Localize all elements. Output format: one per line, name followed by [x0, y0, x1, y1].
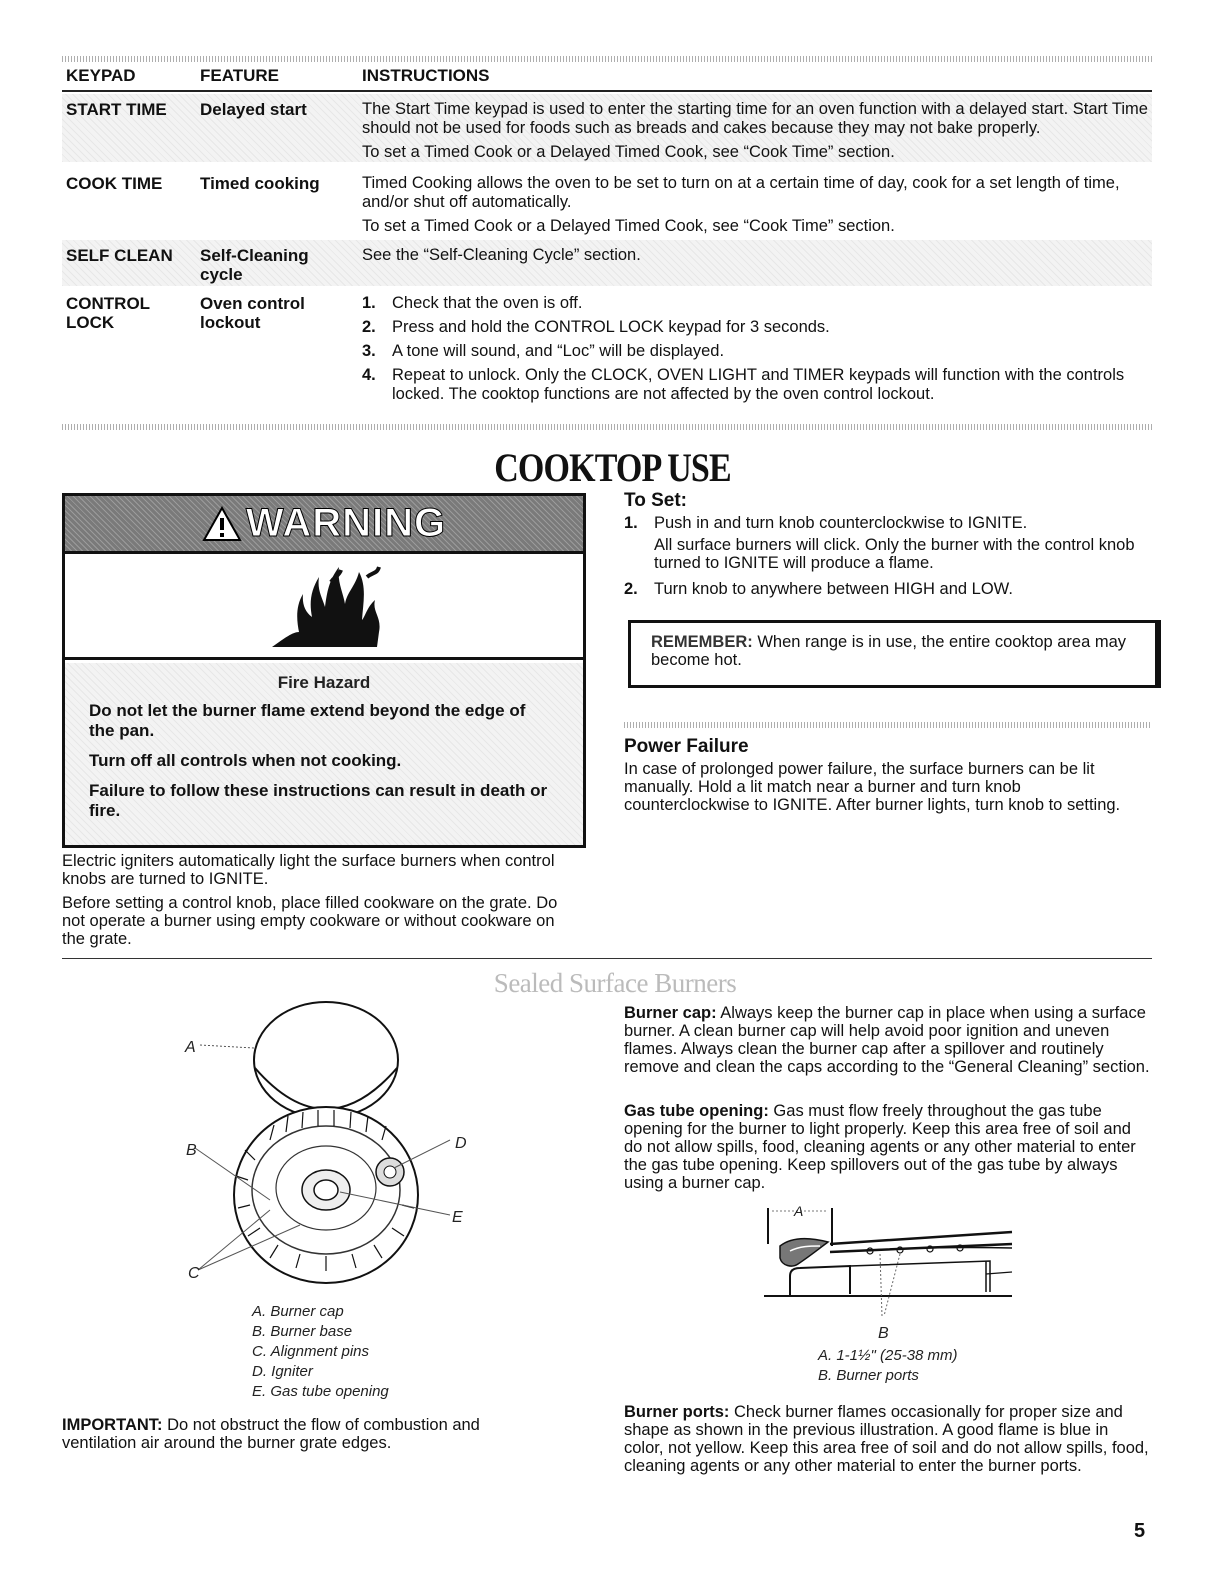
diagram-letter-b: B	[186, 1142, 197, 1159]
warning-body	[65, 663, 583, 845]
warning-line-2: Turn off all controls when not cooking.	[89, 751, 402, 770]
keypad-control-lock: CONTROL LOCK	[66, 294, 150, 332]
hazard-label: Fire Hazard	[277, 673, 371, 692]
keypad-start-time: START TIME	[66, 100, 167, 119]
header-instructions: INSTRUCTIONS	[362, 66, 490, 85]
burner-cap-paragraph	[624, 1004, 1150, 1076]
warning-box	[62, 493, 586, 848]
cooktop-intro	[62, 852, 582, 954]
section-title-cooktop-use: COOKTOP USE	[494, 445, 731, 490]
keypad-cook-time: COOK TIME	[66, 174, 163, 193]
caption-b: B. Burner base	[252, 1323, 353, 1340]
to-set-section	[624, 492, 1144, 598]
feature-self-cleaning: Self-Cleaning cycle	[200, 246, 309, 284]
remember-text: When range is in use, the entire cooktop area may become hot.	[651, 633, 1127, 669]
burner-port-diagram	[750, 1196, 1020, 1346]
burner-ports-paragraph	[624, 1403, 1150, 1475]
caption-d: D. Igniter	[252, 1363, 313, 1380]
control-lock-steps	[362, 294, 1152, 404]
diagram-letter-d: D	[455, 1135, 467, 1152]
port-letter-b: B	[878, 1325, 889, 1342]
instructions-start-time-1: The Start Time keypad is used to enter the starting time for an oven function with a delayed start. Start Time should not be used for foods such as breads and cakes because they may not bake properly.	[362, 100, 1148, 137]
to-set-step-2: Turn knob to anywhere between HIGH and LOW.	[654, 580, 1013, 598]
table-row-self-clean	[62, 240, 1152, 286]
table-row-start-time	[62, 94, 1152, 162]
caption-a: A. Burner cap	[252, 1303, 344, 1320]
list-item: 2. Press and hold the CONTROL LOCK keypad for 3 seconds.	[362, 318, 830, 336]
intro-paragraph-1: Electric igniters automatically light the surface burners when control knobs are turned to IGNITE.	[62, 852, 555, 888]
instructions-cook-time-2: To set a Timed Cook or a Delayed Timed Cook, see “Cook Time” section.	[362, 217, 895, 235]
important-note	[62, 1416, 542, 1452]
list-item: 3. A tone will sound, and “Loc” will be displayed.	[362, 342, 725, 360]
warning-triangle-icon	[202, 506, 242, 542]
burner-diagram-captions	[252, 1302, 472, 1402]
to-set-heading: To Set:	[624, 490, 687, 511]
burner-port-captions	[818, 1346, 1018, 1386]
port-caption-a: A. 1-1½" (25-38 mm)	[818, 1347, 958, 1364]
gas-tube-text: Gas must flow freely throughout the gas tube opening for the burner to light properly. Keep this area free of soil and do not allow spills, food, cleaning agents or any other material to enter the gas tube opening. Keep spillovers out of the gas tube by always using a burner cap.	[624, 1102, 1136, 1192]
power-failure-section	[624, 738, 1134, 814]
keypad-self-clean: SELF CLEAN	[66, 246, 173, 265]
list-item: 1. Check that the oven is off.	[362, 294, 583, 312]
list-item: 4. Repeat to unlock. Only the CLOCK, OVEN LIGHT and TIMER keypads will function with the controls locked. The cooktop functions are not affected by the oven control lockout.	[362, 366, 1125, 403]
gas-tube-label: Gas tube opening:	[624, 1102, 769, 1120]
warning-title: WARNING	[245, 501, 447, 545]
caption-c: C. Alignment pins	[252, 1343, 369, 1360]
burner-ports-label: Burner ports:	[624, 1403, 730, 1421]
feature-timed-cooking: Timed cooking	[200, 174, 320, 193]
burner-cap-text: Always keep the burner cap in place when using a surface burner. A clean burner cap will help avoid poor ignition and uneven flames. Always clean the burner cap after a spillover and routinely remove and clean the caps according to the “General Cleaning” section.	[624, 1004, 1150, 1076]
caption-e: E. Gas tube opening	[252, 1383, 389, 1400]
burner-diagram	[150, 1000, 510, 1300]
to-set-step-1-number: 1.	[624, 514, 638, 532]
diagram-letter-c: C	[188, 1265, 200, 1282]
power-failure-rule	[624, 722, 1152, 728]
section-divider	[62, 958, 1152, 959]
warning-line-1: Do not let the burner flame extend beyond the edge of the pan.	[89, 701, 526, 740]
section-title-sealed-burners: Sealed Surface Burners	[493, 968, 737, 998]
to-set-step-2-number: 2.	[624, 580, 638, 598]
port-caption-b: B. Burner ports	[818, 1367, 919, 1384]
fire-icon	[267, 562, 387, 652]
burner-port-illustration	[750, 1196, 1020, 1346]
burner-illustration	[150, 1000, 510, 1300]
diagram-letter-e: E	[452, 1209, 463, 1226]
feature-delayed-start: Delayed start	[200, 100, 307, 119]
important-text: Do not obstruct the flow of combustion and ventilation air around the burner grate edges.	[62, 1416, 480, 1452]
important-label: IMPORTANT:	[62, 1416, 163, 1434]
page-number: 5	[1134, 1520, 1146, 1542]
warning-line-3: Failure to follow these instructions can result in death or fire.	[89, 781, 548, 820]
burner-ports-text: Check burner flames occasionally for proper size and shape as shown in the previous illustration. A good flame is blue in color, not yellow. Keep this area free of soil and do not allow spills, food, cleaning agents or any other material to enter the burner ports.	[624, 1403, 1149, 1475]
header-keypad: KEYPAD	[66, 66, 136, 85]
table-row-cook-time	[62, 166, 1152, 236]
instructions-cook-time-1: Timed Cooking allows the oven to be set to turn on at a certain time of day, cook for a set length of time, and/or shut off automatically.	[362, 174, 1120, 211]
instructions-self-clean: See the “Self-Cleaning Cycle” section.	[362, 246, 641, 264]
gas-tube-paragraph	[624, 1102, 1150, 1192]
header-divider	[62, 90, 1152, 92]
table-row-control-lock	[62, 294, 1152, 414]
burner-cap-label: Burner cap:	[624, 1004, 717, 1022]
to-set-step-1-note: All surface burners will click. Only the burner with the control knob turned to IGNITE will produce a flame.	[654, 536, 1135, 572]
port-letter-a: A	[794, 1203, 804, 1219]
header-feature: FEATURE	[200, 66, 280, 85]
table-header	[62, 66, 1152, 88]
instructions-start-time-2: To set a Timed Cook or a Delayed Timed Cook, see “Cook Time” section.	[362, 143, 895, 161]
warning-header	[65, 496, 583, 551]
remember-label: REMEMBER:	[651, 633, 753, 651]
intro-paragraph-2: Before setting a control knob, place filled cookware on the grate. Do not operate a burner using empty cookware or without cookware on the grate.	[62, 894, 558, 948]
to-set-step-1: Push in and turn knob counterclockwise to IGNITE.	[654, 514, 1028, 532]
table-bottom-rule	[62, 424, 1152, 430]
remember-box	[628, 620, 1161, 688]
power-failure-text: In case of prolonged power failure, the surface burners can be lit manually. Hold a lit match near a burner and turn knob counterclockwise to IGNITE. After burner lights, turn knob to setting.	[624, 760, 1121, 814]
fire-icon-area	[65, 551, 583, 660]
top-rule	[62, 56, 1152, 62]
diagram-letter-a: A	[185, 1039, 196, 1056]
power-failure-heading: Power Failure	[624, 736, 749, 757]
feature-oven-control-lockout: Oven control lockout	[200, 294, 305, 332]
